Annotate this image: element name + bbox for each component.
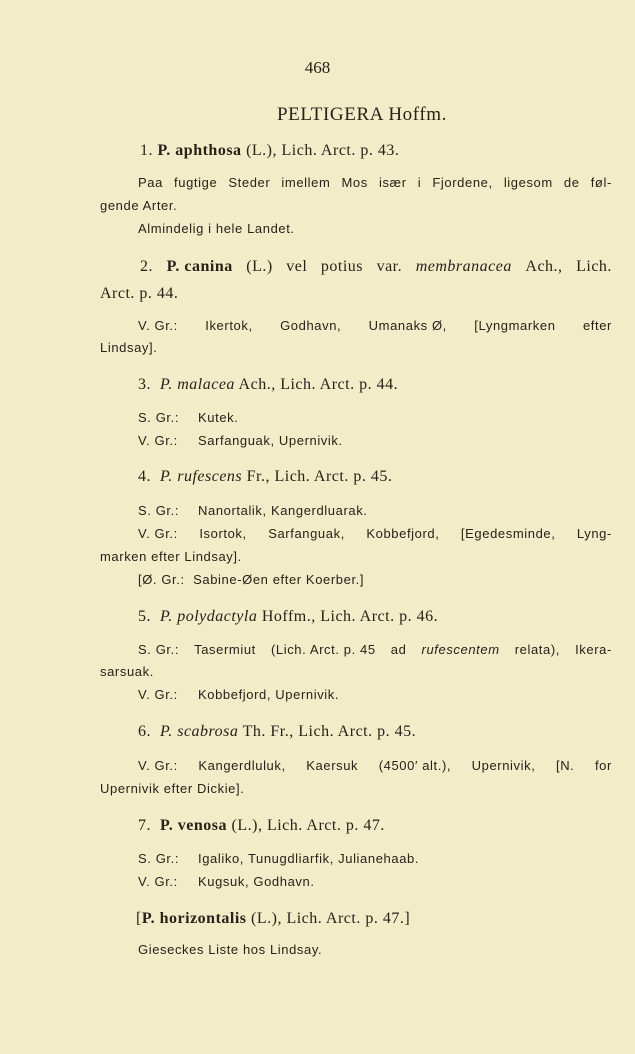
entry-6-distribution-line-2: Upernivik efter Dickie]. (100, 781, 245, 796)
word: Ikertok, (205, 318, 253, 333)
word: Ach., (525, 258, 563, 275)
entry-5-distribution-line-2: sarsuak. (100, 664, 154, 679)
word: Ikera- (575, 642, 612, 657)
word: for (594, 758, 612, 773)
entry-3-south-greenland (138, 410, 238, 425)
word: Umanaks Ø, (368, 318, 447, 333)
entry-5-heading (138, 608, 438, 626)
entry-number: 6. (138, 723, 151, 740)
word: vel (286, 258, 308, 275)
text-span: Sarfanguak, Upernivik. (198, 433, 343, 448)
word: føl- (590, 175, 612, 190)
word: Fjordene, (432, 175, 493, 190)
entry-3-heading (138, 376, 398, 394)
entry-5-west-greenland (138, 687, 339, 702)
entry-2-distribution-line-2: Lindsay]. (100, 340, 158, 355)
text-span: Kutek. (198, 410, 239, 425)
word: S. Gr.: (138, 642, 180, 657)
word: [Lyngmarken (474, 318, 556, 333)
word: [Egedesminde, (460, 526, 556, 541)
text-span: S. Gr.: (138, 503, 180, 518)
word: de (563, 175, 580, 190)
word: Lich. (576, 258, 612, 275)
entry-8-text: Gieseckes Liste hos Lindsay. (138, 942, 323, 957)
word: ligesom (503, 175, 553, 190)
entry-6-heading (138, 723, 416, 741)
word: rufescentem (421, 642, 500, 657)
word: Mos (341, 175, 368, 190)
word: Paa (138, 175, 163, 190)
word: især (378, 175, 407, 190)
word: V. Gr.: (138, 318, 178, 333)
entry-2-ref-line-2: Arct. p. 44. (100, 285, 179, 302)
word: Kangerdluluk, (198, 758, 286, 773)
species-name: P. aphthosa (157, 142, 242, 159)
entry-5-distribution-line-1 (138, 642, 612, 657)
text-span: [ (136, 910, 142, 927)
word: (L.) (246, 258, 273, 275)
text-span: S. Gr.: (138, 851, 180, 866)
entry-4-distribution-line-1 (138, 526, 612, 541)
text-span: Igaliko, Tunugdliarfik, Julianehaab. (198, 851, 420, 866)
entry-7-heading (138, 817, 385, 835)
entry-number: 2. (140, 258, 153, 275)
entry-6-distribution-line-1 (138, 758, 612, 773)
word: Isortok, (199, 526, 247, 541)
entry-number: 3. (138, 376, 151, 393)
authority: (L.), Lich. Arct. p. 47.] (251, 910, 411, 927)
word: imellem (281, 175, 331, 190)
species-name: P. malacea (160, 376, 235, 393)
entry-number: 5. (138, 608, 151, 625)
entry-number: 7. (138, 817, 151, 834)
entry-2-heading (140, 258, 612, 276)
entry-8-heading (136, 910, 410, 928)
word: Kobbefjord, (366, 526, 440, 541)
word: fugtige (174, 175, 218, 190)
entry-4-south-greenland (138, 503, 368, 518)
species-name: P. horizontalis (141, 910, 247, 927)
entry-4-east-greenland: [Ø. Gr.: Sabine-Øen efter Koerber.] (138, 572, 365, 587)
entry-1-text-line-3: Almindelig i hele Landet. (138, 221, 295, 236)
text-span: V. Gr.: (138, 687, 178, 702)
species-name: P. polydactyla (160, 608, 258, 625)
authority: Th. Fr., Lich. Arct. p. 45. (242, 723, 417, 740)
variety-name: membranacea (415, 258, 512, 275)
authority: Ach., Lich. Arct. p. 44. (238, 376, 399, 393)
word: (Lich. Arct. p. 45 (270, 642, 376, 657)
word: Steder (228, 175, 271, 190)
text-span: Kugsuk, Godhavn. (198, 874, 315, 889)
authority: (L.), Lich. Arct. p. 47. (231, 817, 385, 834)
word: Godhavn, (280, 318, 342, 333)
page-number: 468 (304, 58, 331, 77)
word: potius (320, 258, 364, 275)
word: Tasermiut (194, 642, 256, 657)
text-span: S. Gr.: (138, 410, 180, 425)
species-name: P. canina (166, 258, 233, 275)
word: V. Gr.: (138, 758, 178, 773)
word: V. Gr.: (138, 526, 178, 541)
species-name: P. rufescens (160, 468, 243, 485)
word: Sarfanguak, (268, 526, 345, 541)
text-span: Kobbefjord, Upernivik. (198, 687, 340, 702)
word: i (417, 175, 422, 190)
word: efter (582, 318, 612, 333)
word: ad (390, 642, 407, 657)
entry-3-west-greenland (138, 433, 343, 448)
entry-1-text-line-2: gende Arter. (100, 198, 178, 213)
word: Kaersuk (306, 758, 359, 773)
entry-number: 1. (140, 142, 153, 159)
word: [N. (555, 758, 575, 773)
word: relata), (514, 642, 560, 657)
genus-heading: PELTIGERA Hoffm. (276, 104, 448, 125)
word: (4500′ alt.), (378, 758, 452, 773)
species-name: P. venosa (160, 817, 228, 834)
text-span: V. Gr.: (138, 874, 178, 889)
authority: (L.), Lich. Arct. p. 43. (246, 142, 400, 159)
word: Lyng- (576, 526, 612, 541)
entry-7-south-greenland (138, 851, 419, 866)
authority: Fr., Lich. Arct. p. 45. (246, 468, 393, 485)
species-name: P. scabrosa (160, 723, 239, 740)
authority: Hoffm., Lich. Arct. p. 46. (261, 608, 439, 625)
word: var. (376, 258, 403, 275)
word: Upernivik, (471, 758, 536, 773)
entry-4-distribution-line-2: marken efter Lindsay]. (100, 549, 242, 564)
text-span: V. Gr.: (138, 433, 178, 448)
entry-2-distribution-line-1 (138, 318, 612, 333)
entry-1-text-line-1 (138, 175, 612, 190)
entry-7-west-greenland (138, 874, 315, 889)
text-span: Nanortalik, Kangerdluarak. (198, 503, 368, 518)
entry-number: 4. (138, 468, 151, 485)
entry-4-heading (138, 468, 392, 486)
entry-1-heading (140, 142, 399, 160)
